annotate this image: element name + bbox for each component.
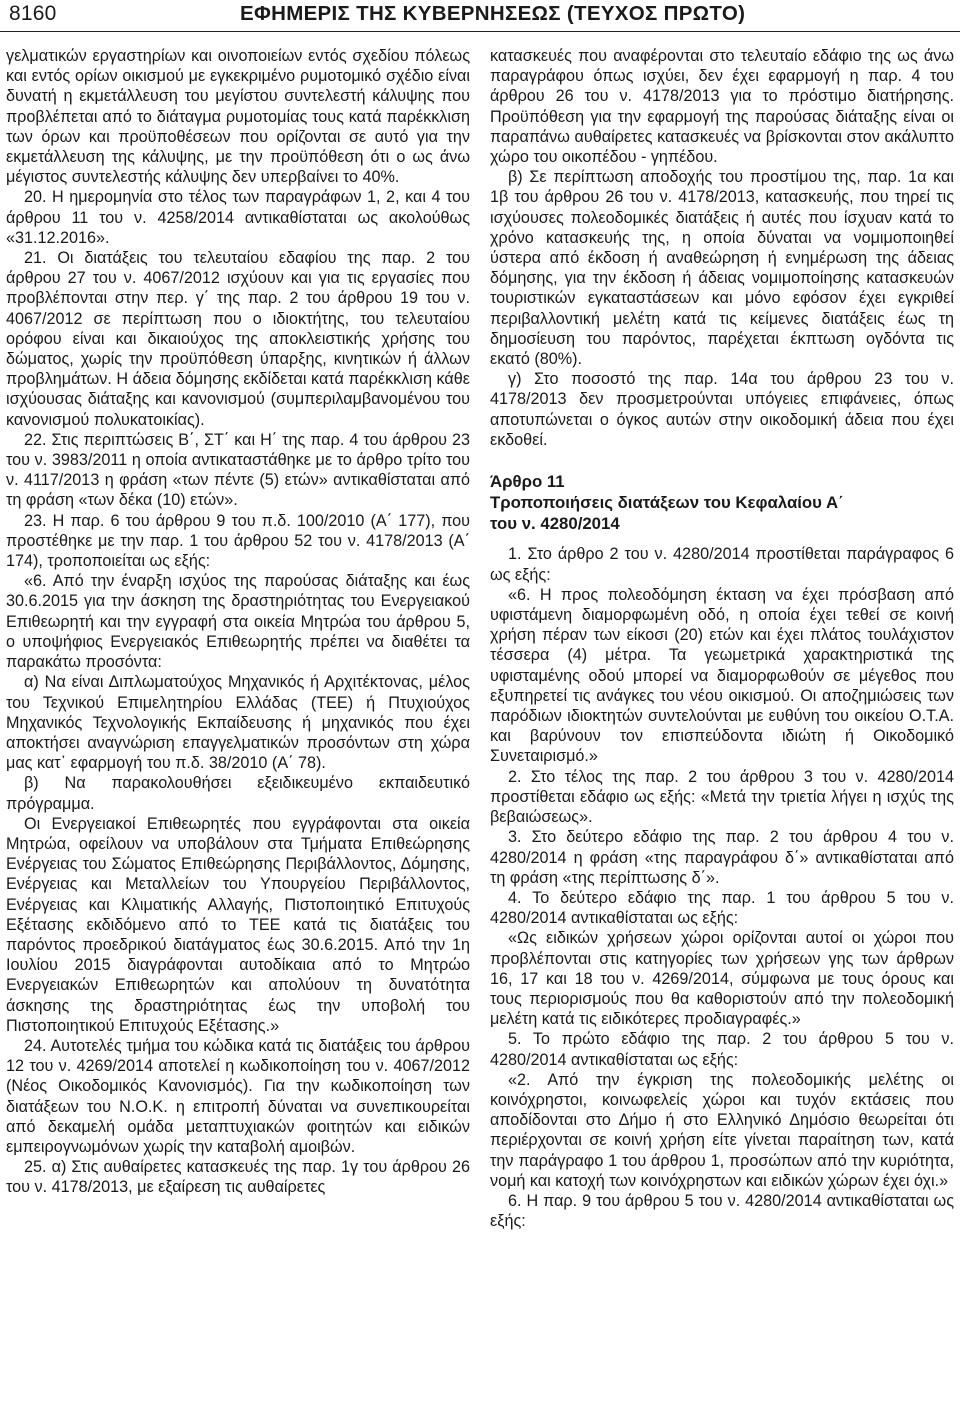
paragraph: 5. Το πρώτο εδάφιο της παρ. 2 του άρθρου 5 του ν. 4280/2014 αντικαθίσταται ως εξής: (490, 1030, 954, 1069)
paragraph: 25. α) Στις αυθαίρετες κατασκευές της παρ. 1γ του άρθρου 26 του ν. 4178/2013, με εξαίρεση τις αυθαίρετες (6, 1158, 470, 1197)
paragraph: «Ως ειδικών χρήσεων χώροι ορίζονται αυτοί οι χώροι που προβλέπονται στις κατηγορίες των χρήσεων γης των άρθρων 16, 17 και 18 του ν. 4269/2014, σύμφωνα με τους όρους και τους περιορισμούς που θα καθοριστούν από την πολεοδομική μελέτη κατά τις ειδικότερες προδιαγραφές.» (490, 929, 954, 1029)
paragraph: 4. Το δεύτερο εδάφιο της παρ. 1 του άρθρου 5 του ν. 4280/2014 αντικαθίσταται ως εξής: (490, 888, 954, 928)
left-column (6, 46, 470, 1198)
paragraph: 2. Στο τέλος της παρ. 2 του άρθρου 3 του ν. 4280/2014 προστίθεται εδάφιο ως εξής: «Μετά την τριετία λήγει η ισχύς της βεβαιώσεως». (490, 767, 954, 827)
journal-title: ΕΦΗΜΕΡΙΣ ΤΗΣ ΚΥΒΕΡΝΗΣΕΩΣ (ΤΕΥΧΟΣ ΠΡΩΤΟ) (240, 2, 746, 25)
paragraph: «6. Από την έναρξη ισχύος της παρούσας διάταξης και έως 30.6.2015 για την άσκηση της δραστηριότητας του Ενεργειακού Επιθεωρητή και την εγγραφή στα οικεία Μητρώα του άρθρου 5, ο υποψήφιος Ενεργειακός Επιθεωρητής πρέπει να διαθέτει τα παρακάτω προσόντα: (6, 572, 470, 672)
paragraph: 3. Στο δεύτερο εδάφιο της παρ. 2 του άρθρου 4 του ν. 4280/2014 η φράση «της παραγράφου δ΄» αντικαθίσταται από τη φράση «της περίπτωσης δ΄». (490, 828, 954, 887)
paragraph: 6. Η παρ. 9 του άρθρου 5 του ν. 4280/2014 αντικαθίσταται ως εξής: (490, 1191, 954, 1231)
paragraph: Οι Ενεργειακοί Επιθεωρητές που εγγράφονται στα οικεία Μητρώα, οφείλουν να υποβάλουν στα Τμήματα Επιθεώρησης Ενέργειας του Σώματος Επιθεώρησης Περιβάλλοντος, Δόμησης, Ενέργειας και Μεταλλείων του Υπουργείου Περιβάλλοντος, Ενέργειας και Κλιματικής Αλλαγής, Πιστοποιητικό Επιτυχούς Εξέτασης εκδιδόμενο από το ΤΕΕ κατά τις διατάξεις του παρόντος προεδρικού διατάγματος έως 30.6.2015. Από την 1η Ιουλίου 2015 διαγράφονται αυτοδίκαια από το Μητρώο Ενεργειακών Επιθεωρητών και απολύουν τη δυνατότητα άσκησης της δραστηριότητας έως την υποβολή του Πιστοποιητικού Επιτυχούς Εξέτασης.» (6, 814, 470, 1035)
paragraph: α) Να είναι Διπλωματούχος Μηχανικός ή Αρχιτέκτονας, μέλος του Τεχνικού Επιμελητηρίου Ελλάδας (ΤΕΕ) ή Πτυχιούχος Μηχανικός Τεχνολογικής Εκπαίδευσης ή μηχανικός που έχει αποκτήσει αναγνώριση επαγγελματικών προσόντων στη χώρα μας κατ᾽ εφαρμογή του π.δ. 38/2010 (Α΄ 78). (6, 673, 470, 773)
right-column (490, 46, 954, 1231)
page-number: 8160 (9, 2, 57, 25)
paragraph: 1. Στο άρθρο 2 του ν. 4280/2014 προστίθεται παράγραφος 6 ως εξής: (490, 545, 954, 584)
paragraph: γ) Στο ποσοστό της παρ. 14α του άρθρου 23 του ν. 4178/2013 δεν προσμετρούνται υπόγειες επιφάνειες, όπως αποτυπώνεται ο όγκος αυτών στην οικοδομική άδεια που έχει εκδοθεί. (490, 370, 954, 449)
paragraph: β) Σε περίπτωση αποδοχής του προστίμου της, παρ. 1α και 1β του άρθρου 26 του ν. 4178/2013, κατασκευής, που τηρεί τις ισχύουσες πολεοδομικές διατάξεις ή αυτές που ίσχυαν κατά το χρόνο κατασκευής της, η οποία δύναται να νομιμοποιηθεί ύστερα από έκδοση ή αναθεώρηση ή ενημέρωση της άδειας δόμησης, για την έκδοση ή άδειας νομιμοποίησης κατασκευών τουριστικών εγκαταστάσεων και μόνο εφόσον έχει εγκριθεί περιβαλλοντική μελέτη κατά τις κείμενες διατάξεις έως τη δημοσίευση του παρόντος, παρέχεται έκπτωση ογδόντα τις εκατό (80%). (490, 168, 954, 369)
paragraph: «6. Η προς πολεοδόμηση έκταση να έχει πρόσβαση από υφιστάμενη διαμορφωμένη οδό, η οποία έχει τεθεί σε κοινή χρήση πέραν των είκοσι (20) ετών και έχει πλάτος τουλάχιστον τέσσερα (4) μέτρα. Τα γεωμετρικά χαρακτηριστικά της υφισταμένης οδού μπορεί να διαμορφωθούν σε μέγεθος που εξυπηρετεί τις ανάγκες του νέου οικισμού. Οι αποζημιώσεις των παρόδιων ιδιοκτητών συντελούνται με ευθύνη του οικείου Ο.Τ.Α. και βαρύνουν τον επισπεύδοντα ιδιώτη ή Οικοδομικό Συνεταιρισμό.» (490, 585, 954, 766)
paragraph: 23. Η παρ. 6 του άρθρου 9 του π.δ. 100/2010 (Α΄ 177), που προστέθηκε με την παρ. 1 του άρθρου 52 του ν. 4178/2013 (Α΄ 174), τροποποιείται ως εξής: (6, 511, 470, 571)
paragraph: «2. Από την έγκριση της πολεοδομικής μελέτης οι κοινόχρηστοι, κοινωφελείς χώροι και τυχόν εκτάσεις που αποδίδονται στο Δήμο ή στο Ελληνικό Δημόσιο θεωρείται ότι περιέρχονται σε κοινή χρήση είτε γίνεται παραίτηση των, κατά την παράγραφο 1 του άρθρου 1, προσώπων από την κυριότητα, νομή και κατοχή των κοινόχρηστων και ειδικών χώρων έχει όχι.» (490, 1070, 954, 1190)
paragraph: γελματικών εργαστηρίων και οινοποιείων εντός σχεδίου πόλεως και εντός ορίων οικισμού με εγκεκριμένο ρυμοτομικό σχέδιο είναι δυνατή η εκμετάλλευση του μεγίστου συντελεστή κάλυψης που προβλέπεται από το διάταγμα ρυμοτομίας τους κατά παρέκκλιση των όρων και προϋποθέσεων που ορίζονται σε αυτό για την εκμετάλλευση της κάλυψης, με την προϋπόθεση ότι ο ως άνω μέγιστος συντελεστής κάλυψης δεν υπερβαίνει το 40%. (6, 47, 470, 187)
paragraph: β) Να παρακολουθήσει εξειδικευμένο εκπαιδευτικό πρόγραμμα. (6, 774, 470, 813)
article-title-line1: Τροποποιήσεις διατάξεων του Κεφαλαίου Α΄ (490, 492, 844, 512)
page-header (0, 0, 960, 40)
header-rule (0, 31, 960, 32)
article-number: Άρθρο 11 (490, 472, 565, 492)
paragraph: 21. Οι διατάξεις του τελευταίου εδαφίου της παρ. 2 του άρθρου 27 του ν. 4067/2012 ισχύουν και για τις εργασίες που προβλέπονται στην περ. γ΄ της παρ. 2 του άρθρου 19 του ν. 4067/2012 σε περίπτωση που ο ιδιοκτήτης, του τελευταίου ορόφου είναι και δικαιούχος της αποκλειστικής χρήσης του δώματος, χωρίς την προϋπόθεση ύπαρξης, κινητικών ή άλλων προβλημάτων. Η άδεια δόμησης εκδίδεται κατά παρέκκλιση κάθε ισχύουσας διάταξης και κανονισμού (συμπεριλαμβανομένου του κανονισμού πολυκατοικίας). (6, 249, 470, 429)
spacer (490, 534, 954, 544)
paragraph: 24. Αυτοτελές τμήμα του κώδικα κατά τις διατάξεις του άρθρου 12 του ν. 4269/2014 αποτελεί η κωδικοποίηση του ν. 4067/2012 (Νέος Οικοδομικός Κανονισμός). Για την κωδικοποίηση των διατάξεων του Ν.Ο.Κ. η επιτροπή δύναται να συνεπικουρείται από δεκαμελή ομάδα μεταπτυχιακών φοιτητών και ειδικών εμπειρογνωμόνων χωρίς την καταβολή αμοιβών. (6, 1036, 470, 1156)
paragraph: 22. Στις περιπτώσεις Β΄, ΣΤ΄ και Η΄ της παρ. 4 του άρθρου 23 του ν. 3983/2011 η οποία αντικαταστάθηκε με το άρθρο τρίτο του ν. 4117/2013 η φράση «των πέντε (5) ετών» αντικαθίσταται από τη φράση «των δέκα (10) ετών». (6, 430, 470, 510)
article-title-line2: του ν. 4280/2014 (490, 513, 620, 533)
paragraph: 20. Η ημερομηνία στο τέλος των παραγράφων 1, 2, και 4 του άρθρου 11 του ν. 4258/2014 αντικαθίσταται ως ακολούθως «31.12.2016». (6, 188, 470, 247)
paragraph: κατασκευές που αναφέρονται στο τελευταίο εδάφιο της ως άνω παραγράφου όπως ισχύει, δεν έχει εφαρμογή η παρ. 4 του άρθρου 26 του ν. 4178/2013 για το πρόστιμο διατήρησης. Προϋπόθεση για την εφαρμογή της παρούσας διάταξης είναι οι παραπάνω αυθαίρετες κατασκευές να βρίσκονται στον ακάλυπτο χώρο του οικοπέδου - γηπέδου. (490, 47, 954, 167)
